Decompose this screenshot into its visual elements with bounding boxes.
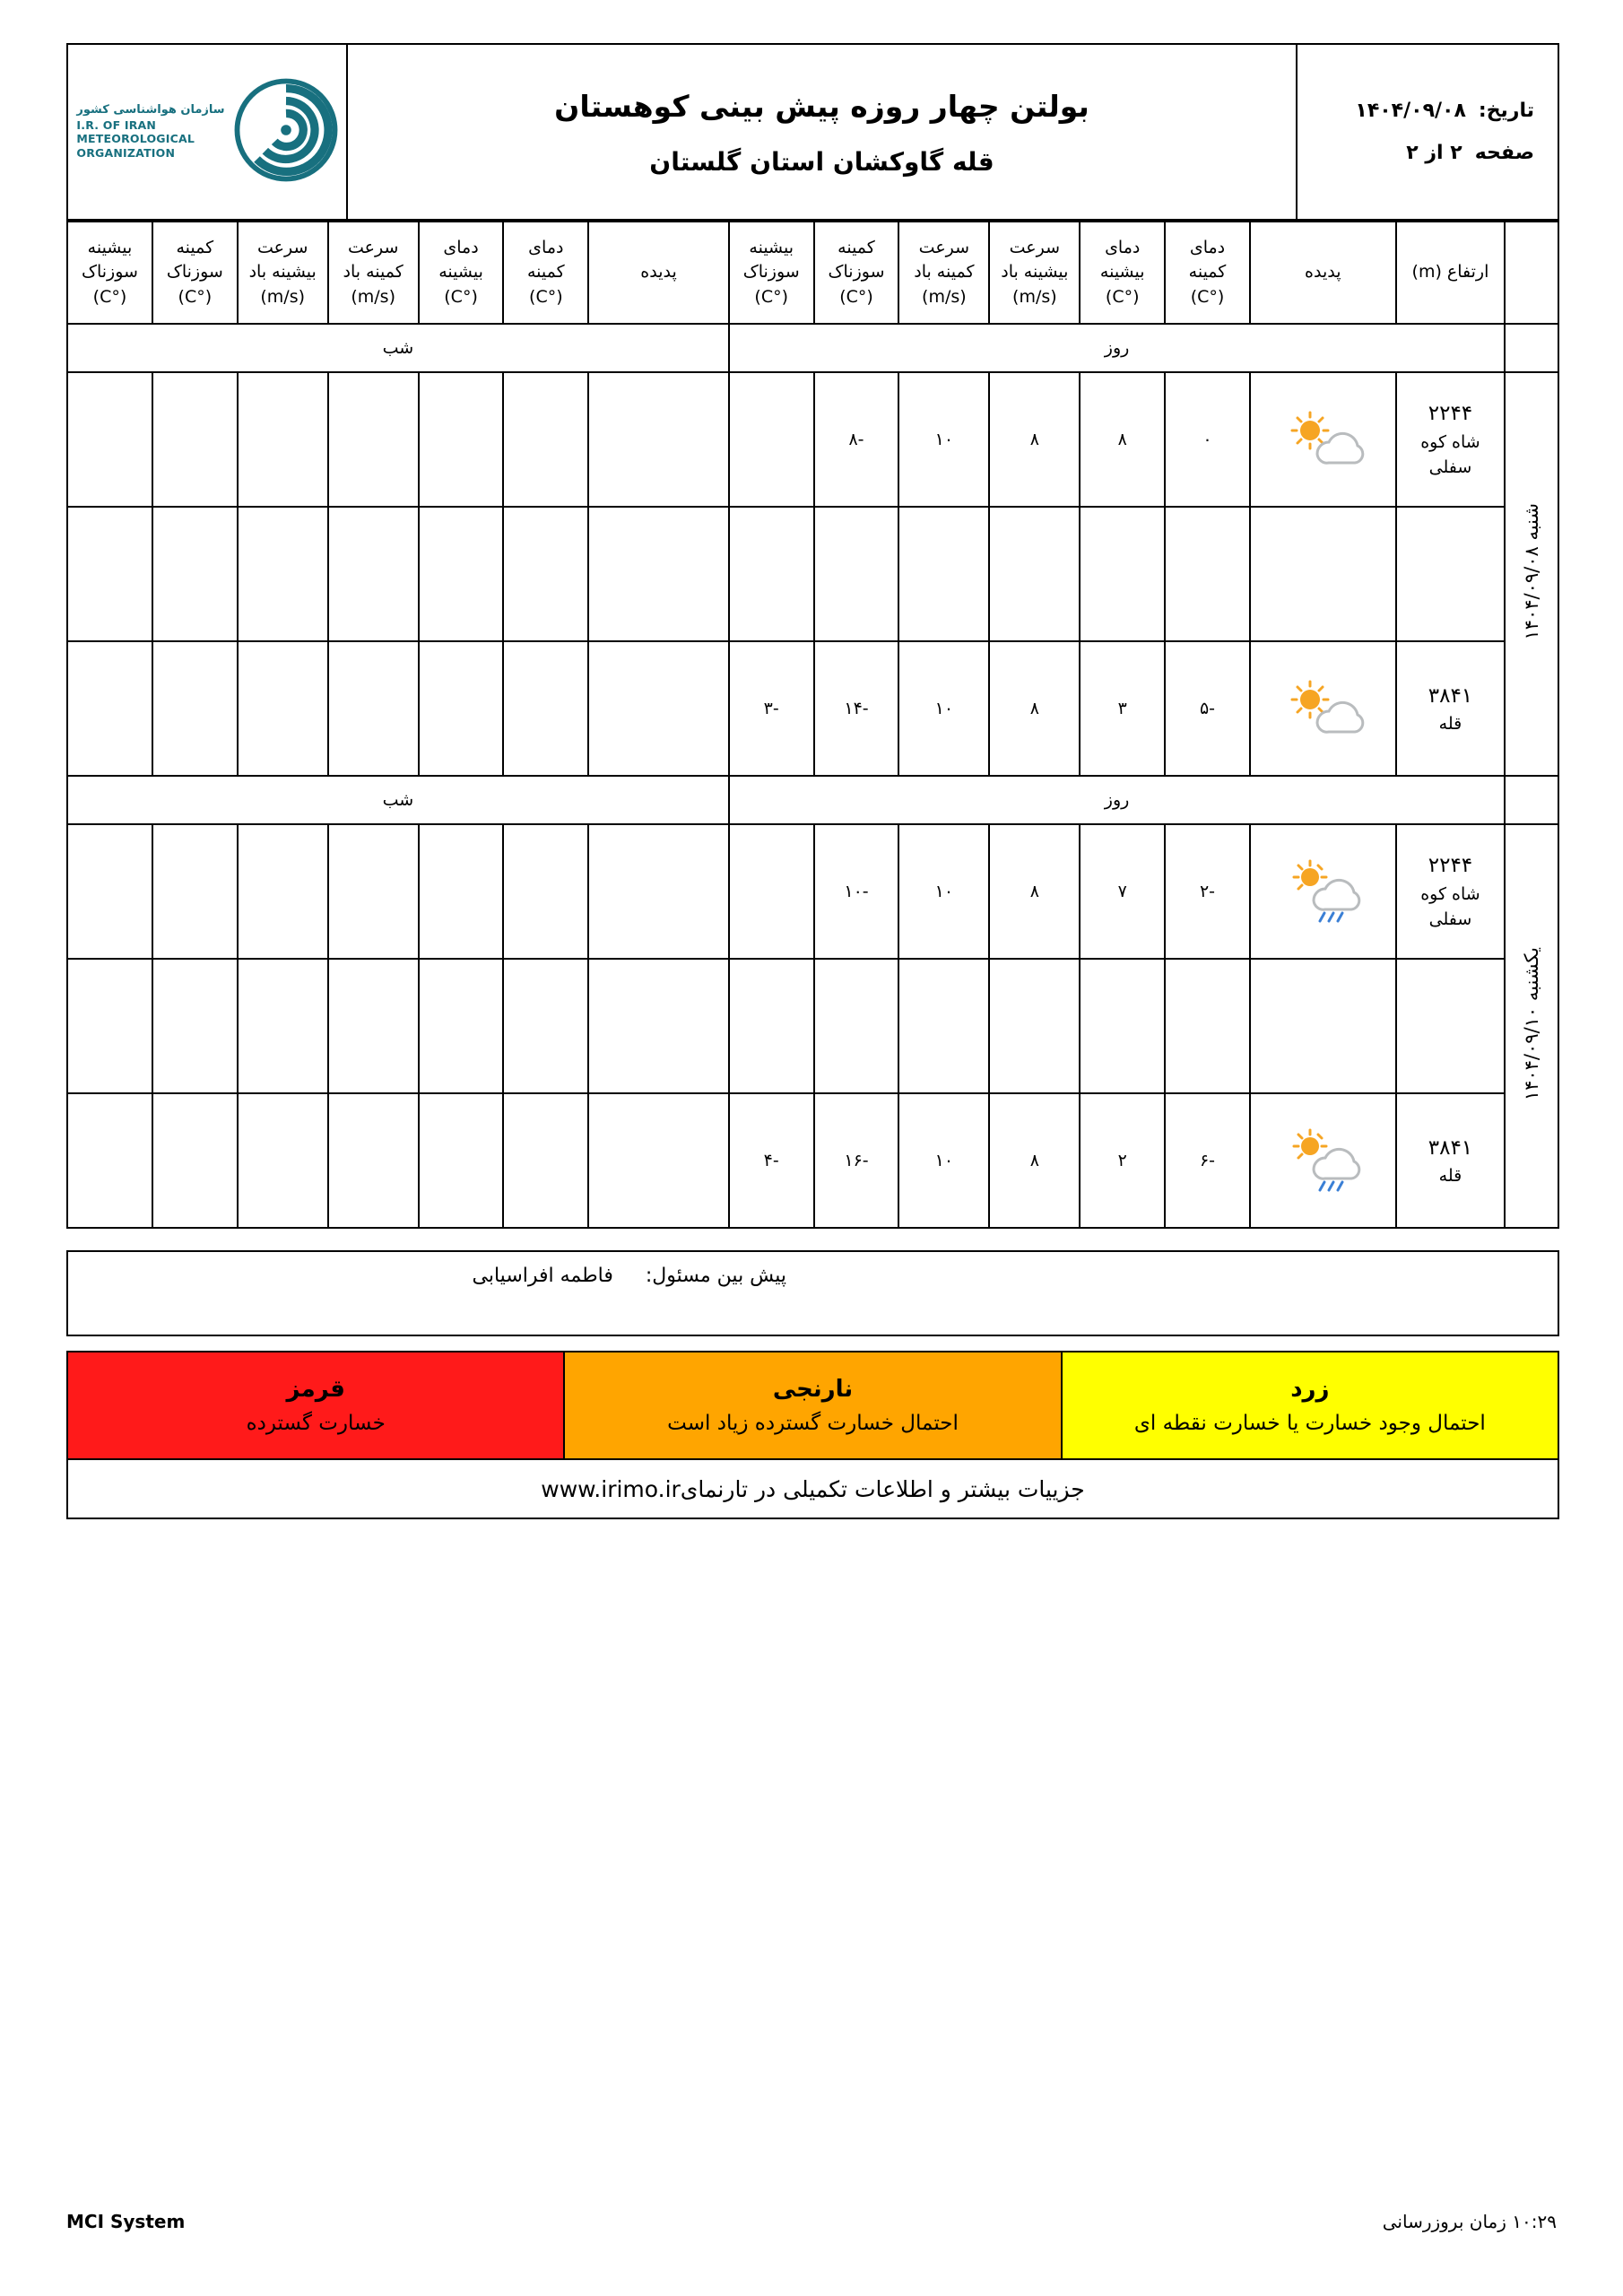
imo-spiral-icon <box>234 78 338 186</box>
logo-en-line3: ORGANIZATION <box>76 145 176 160</box>
col-windchill-max-night: بیشینه سوزناک (°C) <box>67 222 152 324</box>
header-meta <box>1297 44 1558 220</box>
altitude-value: ۳۸۴۱ <box>1428 1135 1473 1160</box>
windchill-min-night <box>152 507 238 641</box>
warning-legend <box>66 1351 1559 1460</box>
wind-max-night <box>238 1093 328 1228</box>
temp-min-night <box>419 507 504 641</box>
temp-min-day: ۰ <box>1165 372 1250 507</box>
temp-max-day <box>1080 507 1165 641</box>
page-value: ۲ از ۲ <box>1406 142 1462 164</box>
wind-max-night <box>238 372 328 507</box>
phenomenon-cell <box>1250 507 1396 641</box>
wind-max-night <box>238 959 328 1093</box>
altitude-cell <box>1396 1093 1506 1228</box>
update-time-value: ۱۰:۲۹ <box>1512 2211 1557 2232</box>
logo-fa-text: سازمان هواشناسی کشور <box>76 103 225 117</box>
station-name: شاه کوه سفلی <box>1420 883 1480 930</box>
wind-min-night <box>328 959 419 1093</box>
date-vertical-1: شنبه ۱۴۰۴/۰۹/۰۸ <box>1521 503 1543 640</box>
windchill-max-night <box>67 824 152 959</box>
band-day-1: روز <box>729 324 1505 372</box>
band-night-1: شب <box>67 324 729 372</box>
logo-text <box>76 103 224 160</box>
wind-max-day: ۸ <box>989 1093 1080 1228</box>
forecaster-name: فاطمه افراسیابی <box>472 1265 613 1287</box>
sun-cloud-rain-icon <box>1278 856 1367 924</box>
header-page-row <box>1298 127 1558 180</box>
windchill-max-night <box>67 641 152 776</box>
date-cell-day1 <box>1505 372 1558 776</box>
phenomenon-night-cell <box>588 1093 729 1228</box>
phenomenon-cell <box>1250 1093 1396 1228</box>
col-windchill-max-day: بیشینه سوزناک (°C) <box>729 222 814 324</box>
col-altitude: ارتفاع (m) <box>1396 222 1506 324</box>
windchill-max-day <box>729 372 814 507</box>
date-value: ۱۴۰۴/۰۹/۰۸ <box>1355 100 1466 122</box>
windchill-min-night <box>152 1093 238 1228</box>
wind-min-day <box>898 507 989 641</box>
phenomenon-cell <box>1250 641 1396 776</box>
altitude-cell <box>1396 507 1506 641</box>
forecaster-label: پیش بین مسئول: <box>645 1265 786 1287</box>
table-row <box>67 507 1558 641</box>
wind-min-day: ۱۰ <box>898 824 989 959</box>
band-night-2: شب <box>67 776 729 824</box>
header-date-row <box>1298 83 1558 127</box>
wind-min-night <box>328 641 419 776</box>
legend-desc-yellow: احتمال وجود خسارت یا خسارت نقطه ای <box>1133 1412 1486 1435</box>
station-name: قله <box>1438 1166 1462 1186</box>
bulletin-document <box>66 43 1559 1519</box>
sun-cloud-icon <box>1278 673 1367 741</box>
temp-max-day: ۳ <box>1080 641 1165 776</box>
irimo-website-link[interactable]: www.irimo.ir <box>541 1475 681 1502</box>
col-temp-min-night: دمای بیشینه (°C) <box>419 222 504 324</box>
temp-max-night <box>503 824 588 959</box>
forecast-table <box>66 221 1559 1229</box>
col-temp-min-day: دمای کمینه (°C) <box>1165 222 1250 324</box>
phenomenon-night-cell <box>588 507 729 641</box>
footer-note <box>66 1460 1559 1519</box>
wind-min-night <box>328 824 419 959</box>
temp-max-night <box>503 1093 588 1228</box>
windchill-max-night <box>67 372 152 507</box>
legend-title-red: قرمز <box>286 1376 345 1403</box>
phenomenon-night-cell <box>588 641 729 776</box>
windchill-min-day <box>814 507 899 641</box>
legend-level-red <box>68 1352 563 1458</box>
table-header-row <box>67 222 1558 324</box>
altitude-value: ۲۲۴۴ <box>1428 854 1473 878</box>
windchill-max-day: -۴ <box>729 1093 814 1228</box>
wind-min-day: ۱۰ <box>898 372 989 507</box>
legend-level-orange <box>563 1352 1060 1458</box>
temp-max-night <box>503 641 588 776</box>
temp-min-day: -۶ <box>1165 1093 1250 1228</box>
col-phenomenon-day: پدیده <box>1250 222 1396 324</box>
windchill-min-day: -۱۴ <box>814 641 899 776</box>
wind-max-day <box>989 507 1080 641</box>
temp-max-night <box>503 372 588 507</box>
header-title-cell <box>347 44 1297 220</box>
windchill-max-day <box>729 824 814 959</box>
col-windchill-min-night: کمینه سوزناک (°C) <box>152 222 238 324</box>
windchill-max-day <box>729 507 814 641</box>
col-spacer <box>1505 222 1558 324</box>
update-time-block <box>1383 2211 1557 2232</box>
windchill-min-day: -۱۶ <box>814 1093 899 1228</box>
legend-title-yellow: زرد <box>1290 1376 1330 1403</box>
altitude-value: ۳۸۴۱ <box>1428 683 1473 708</box>
date-label: تاریخ: <box>1478 100 1534 122</box>
col-wind-min-night: سرعت کمینه باد (m/s) <box>328 222 419 324</box>
legend-title-orange: نارنجی <box>772 1376 854 1403</box>
date-vertical-2: یکشنبه ۱۴۰۴/۰۹/۱۰ <box>1521 946 1543 1101</box>
temp-min-night <box>419 372 504 507</box>
wind-max-day <box>989 959 1080 1093</box>
phenomenon-night-cell <box>588 959 729 1093</box>
col-temp-max-night: دمای کمینه (°C) <box>503 222 588 324</box>
sun-cloud-rain-icon <box>1278 1125 1367 1193</box>
windchill-min-day <box>814 959 899 1093</box>
phenomenon-cell <box>1250 824 1396 959</box>
page-label: صفحه <box>1474 142 1534 164</box>
windchill-min-night <box>152 824 238 959</box>
windchill-max-night <box>67 959 152 1093</box>
col-windchill-min-day: کمینه سوزناک (°C) <box>814 222 899 324</box>
document-header <box>66 43 1559 221</box>
wind-max-day: ۸ <box>989 824 1080 959</box>
windchill-max-day <box>729 959 814 1093</box>
wind-max-night <box>238 824 328 959</box>
wind-min-night <box>328 372 419 507</box>
windchill-min-night <box>152 372 238 507</box>
wind-min-day: ۱۰ <box>898 641 989 776</box>
table-row <box>67 641 1558 776</box>
col-wind-min-day: سرعت کمینه باد (m/s) <box>898 222 989 324</box>
phenomenon-cell <box>1250 959 1396 1093</box>
footer-note-text: جزییات بیشتر و اطلاعات تکمیلی در تارنمای <box>680 1475 1085 1502</box>
table-row <box>67 372 1558 507</box>
station-name: قله <box>1438 714 1462 734</box>
wind-min-day: ۱۰ <box>898 1093 989 1228</box>
windchill-min-night <box>152 641 238 776</box>
organization-logo <box>68 78 346 186</box>
table-row <box>67 824 1558 959</box>
temp-max-night <box>503 959 588 1093</box>
altitude-cell <box>1396 641 1506 776</box>
temp-min-day: -۲ <box>1165 824 1250 959</box>
col-temp-max-day: دمای بیشینه (°C) <box>1080 222 1165 324</box>
col-wind-max-day: سرعت بیشینه باد (m/s) <box>989 222 1080 324</box>
temp-min-night <box>419 959 504 1093</box>
logo-en-line2: METEOROLOGICAL <box>76 132 195 146</box>
phenomenon-cell <box>1250 372 1396 507</box>
temp-min-night <box>419 824 504 959</box>
temp-min-day <box>1165 507 1250 641</box>
legend-level-yellow <box>1061 1352 1558 1458</box>
temp-min-night <box>419 641 504 776</box>
forecaster-bar <box>66 1250 1559 1336</box>
band-spacer-1 <box>1505 324 1558 372</box>
update-time-label: زمان بروزرسانی <box>1382 2211 1506 2232</box>
altitude-cell <box>1396 824 1506 959</box>
legend-desc-orange: احتمال خسارت گسترده زیاد است <box>667 1412 959 1435</box>
table-row <box>67 959 1558 1093</box>
wind-min-day <box>898 959 989 1093</box>
altitude-cell <box>1396 372 1506 507</box>
windchill-min-day: -۱۰ <box>814 824 899 959</box>
page-footer <box>66 2211 1557 2232</box>
temp-min-day: -۵ <box>1165 641 1250 776</box>
windchill-min-day: -۸ <box>814 372 899 507</box>
temp-max-night <box>503 507 588 641</box>
temp-max-day: ۷ <box>1080 824 1165 959</box>
temp-max-day <box>1080 959 1165 1093</box>
sun-cloud-icon <box>1278 404 1367 472</box>
altitude-value: ۲۲۴۴ <box>1428 402 1473 426</box>
table-row <box>67 1093 1558 1228</box>
page-title: بولتن چهار روزه پیش بینی کوهستان <box>554 89 1089 124</box>
system-label: MCI System <box>66 2211 186 2232</box>
band-spacer-2 <box>1505 776 1558 824</box>
phenomenon-night-cell <box>588 372 729 507</box>
wind-max-night <box>238 641 328 776</box>
windchill-max-night <box>67 507 152 641</box>
temp-max-day: ۸ <box>1080 372 1165 507</box>
wind-max-night <box>238 507 328 641</box>
windchill-max-day: -۳ <box>729 641 814 776</box>
band-day-2: روز <box>729 776 1505 824</box>
date-cell-day2 <box>1505 824 1558 1228</box>
windchill-min-night <box>152 959 238 1093</box>
windchill-max-night <box>67 1093 152 1228</box>
wind-max-day: ۸ <box>989 372 1080 507</box>
temp-min-day <box>1165 959 1250 1093</box>
temp-max-day: ۲ <box>1080 1093 1165 1228</box>
forecaster-info <box>473 1265 786 1287</box>
page-subtitle: قله گاوکشان استان گلستان <box>649 147 994 177</box>
header-logo-cell <box>67 44 347 220</box>
phenomenon-night-cell <box>588 824 729 959</box>
station-name: شاه کوه سفلی <box>1420 431 1480 478</box>
wind-min-night <box>328 507 419 641</box>
wind-max-day: ۸ <box>989 641 1080 776</box>
col-phenomenon-night: پدیده <box>588 222 729 324</box>
altitude-cell <box>1396 959 1506 1093</box>
col-wind-max-night: سرعت بیشینه باد (m/s) <box>238 222 328 324</box>
day-night-band-row <box>67 324 1558 372</box>
logo-en-line1: I.R. OF IRAN <box>76 117 157 132</box>
day-night-band-row <box>67 776 1558 824</box>
legend-desc-red: خسارت گسترده <box>246 1412 386 1435</box>
wind-min-night <box>328 1093 419 1228</box>
temp-min-night <box>419 1093 504 1228</box>
